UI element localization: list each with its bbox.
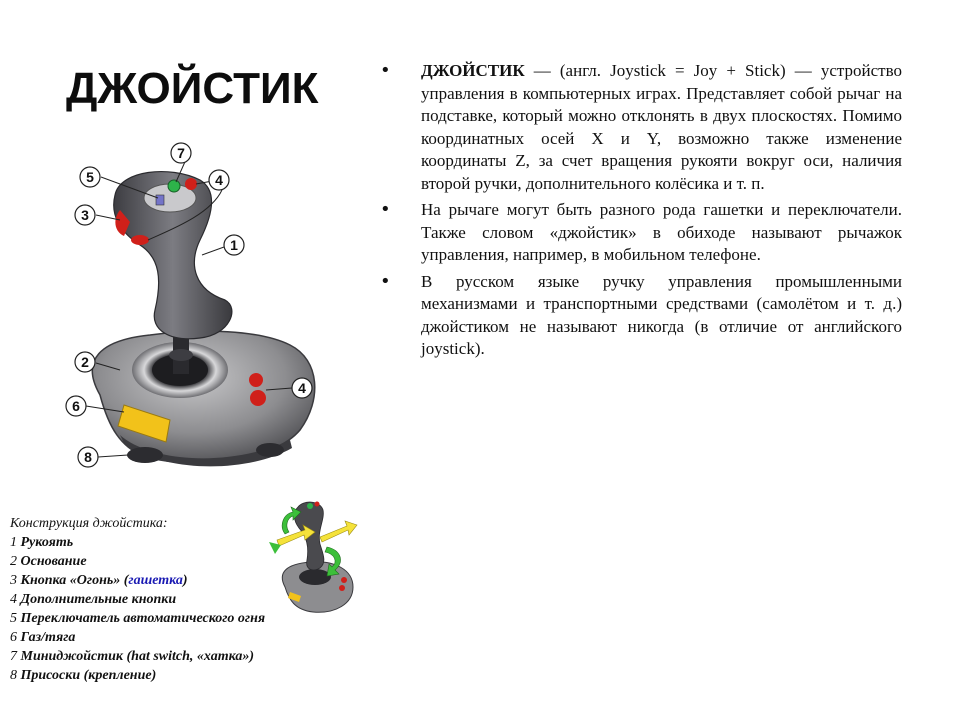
page-title: ДЖОЙСТИК [66, 64, 319, 113]
joystick-axes-illustration [265, 492, 360, 617]
caption-heading: Конструкция джойстика: [10, 516, 168, 531]
callout-label: 4 [298, 380, 306, 396]
hat-switch [168, 180, 180, 192]
bullet-icon: • [380, 199, 391, 220]
fire-button [131, 235, 149, 245]
top-button-red [185, 178, 197, 190]
callout-label: 3 [81, 207, 89, 223]
joystick-illustration [60, 140, 360, 480]
caption-item: 7 Миниджойстик (hat switch, «хатка») [10, 649, 255, 664]
bullet-item [380, 199, 902, 267]
bullet-icon: • [380, 270, 391, 292]
caption-item: 3 Кнопка «Огонь» (гашетка) [10, 573, 188, 588]
callout-label: 6 [72, 398, 80, 414]
bullet-text: В русском языке ручку управления промышленными механизмами и транспортными средствами (самолётом и т. д.) джойстиком не называют никогда (в отличие от английского joystick). [421, 271, 902, 358]
caption-item: 5 Переключатель автоматического огня [10, 611, 266, 626]
bullet-icon: • [380, 60, 391, 81]
suction-cup [256, 443, 284, 457]
suction-cup [127, 447, 163, 463]
auto-fire-switch [156, 195, 164, 205]
caption-item: 6 Газ/тяга [10, 630, 76, 645]
caption-item: 1 Рукоять [10, 535, 74, 550]
side-button [250, 390, 266, 406]
callout-label: 4 [215, 172, 223, 188]
gashetka-link[interactable]: гашетка [128, 573, 183, 588]
side-button [249, 373, 263, 387]
callout-label: 8 [84, 449, 92, 465]
bullet-item [380, 271, 902, 361]
term-joystick: ДЖОЙСТИК [421, 61, 525, 80]
description-list [380, 60, 902, 365]
callout-label: 2 [81, 354, 89, 370]
bullet-text: На рычаге могут быть разного рода гашетки и переключатели. Также словом «джойстик» в обиходе называют рычажок управления, например, в мобильном телефоне. [421, 200, 902, 264]
bullet-item [380, 60, 902, 195]
caption-item: 4 Дополнительные кнопки [10, 592, 177, 607]
caption-item: 2 Основание [10, 554, 87, 569]
callout-label: 1 [230, 237, 238, 253]
caption-item: 8 Присоски (крепление) [10, 668, 157, 683]
callout-label: 5 [86, 169, 94, 185]
axis-arrow [320, 521, 357, 542]
callout-label: 7 [177, 145, 185, 161]
bullet-text: — (англ. Joystick = Joy + Stick) — устройство управления в компьютерных играх. Представляет собой рычаг на подставке, который можно отклонять в двух плоскостях. Помимо координатных осей X и Y, возможно также изменение координаты Z, за счет вращения рукояти вокруг оси, наличия второй ручки, дополнительного колёсика и т. п. [421, 61, 902, 193]
